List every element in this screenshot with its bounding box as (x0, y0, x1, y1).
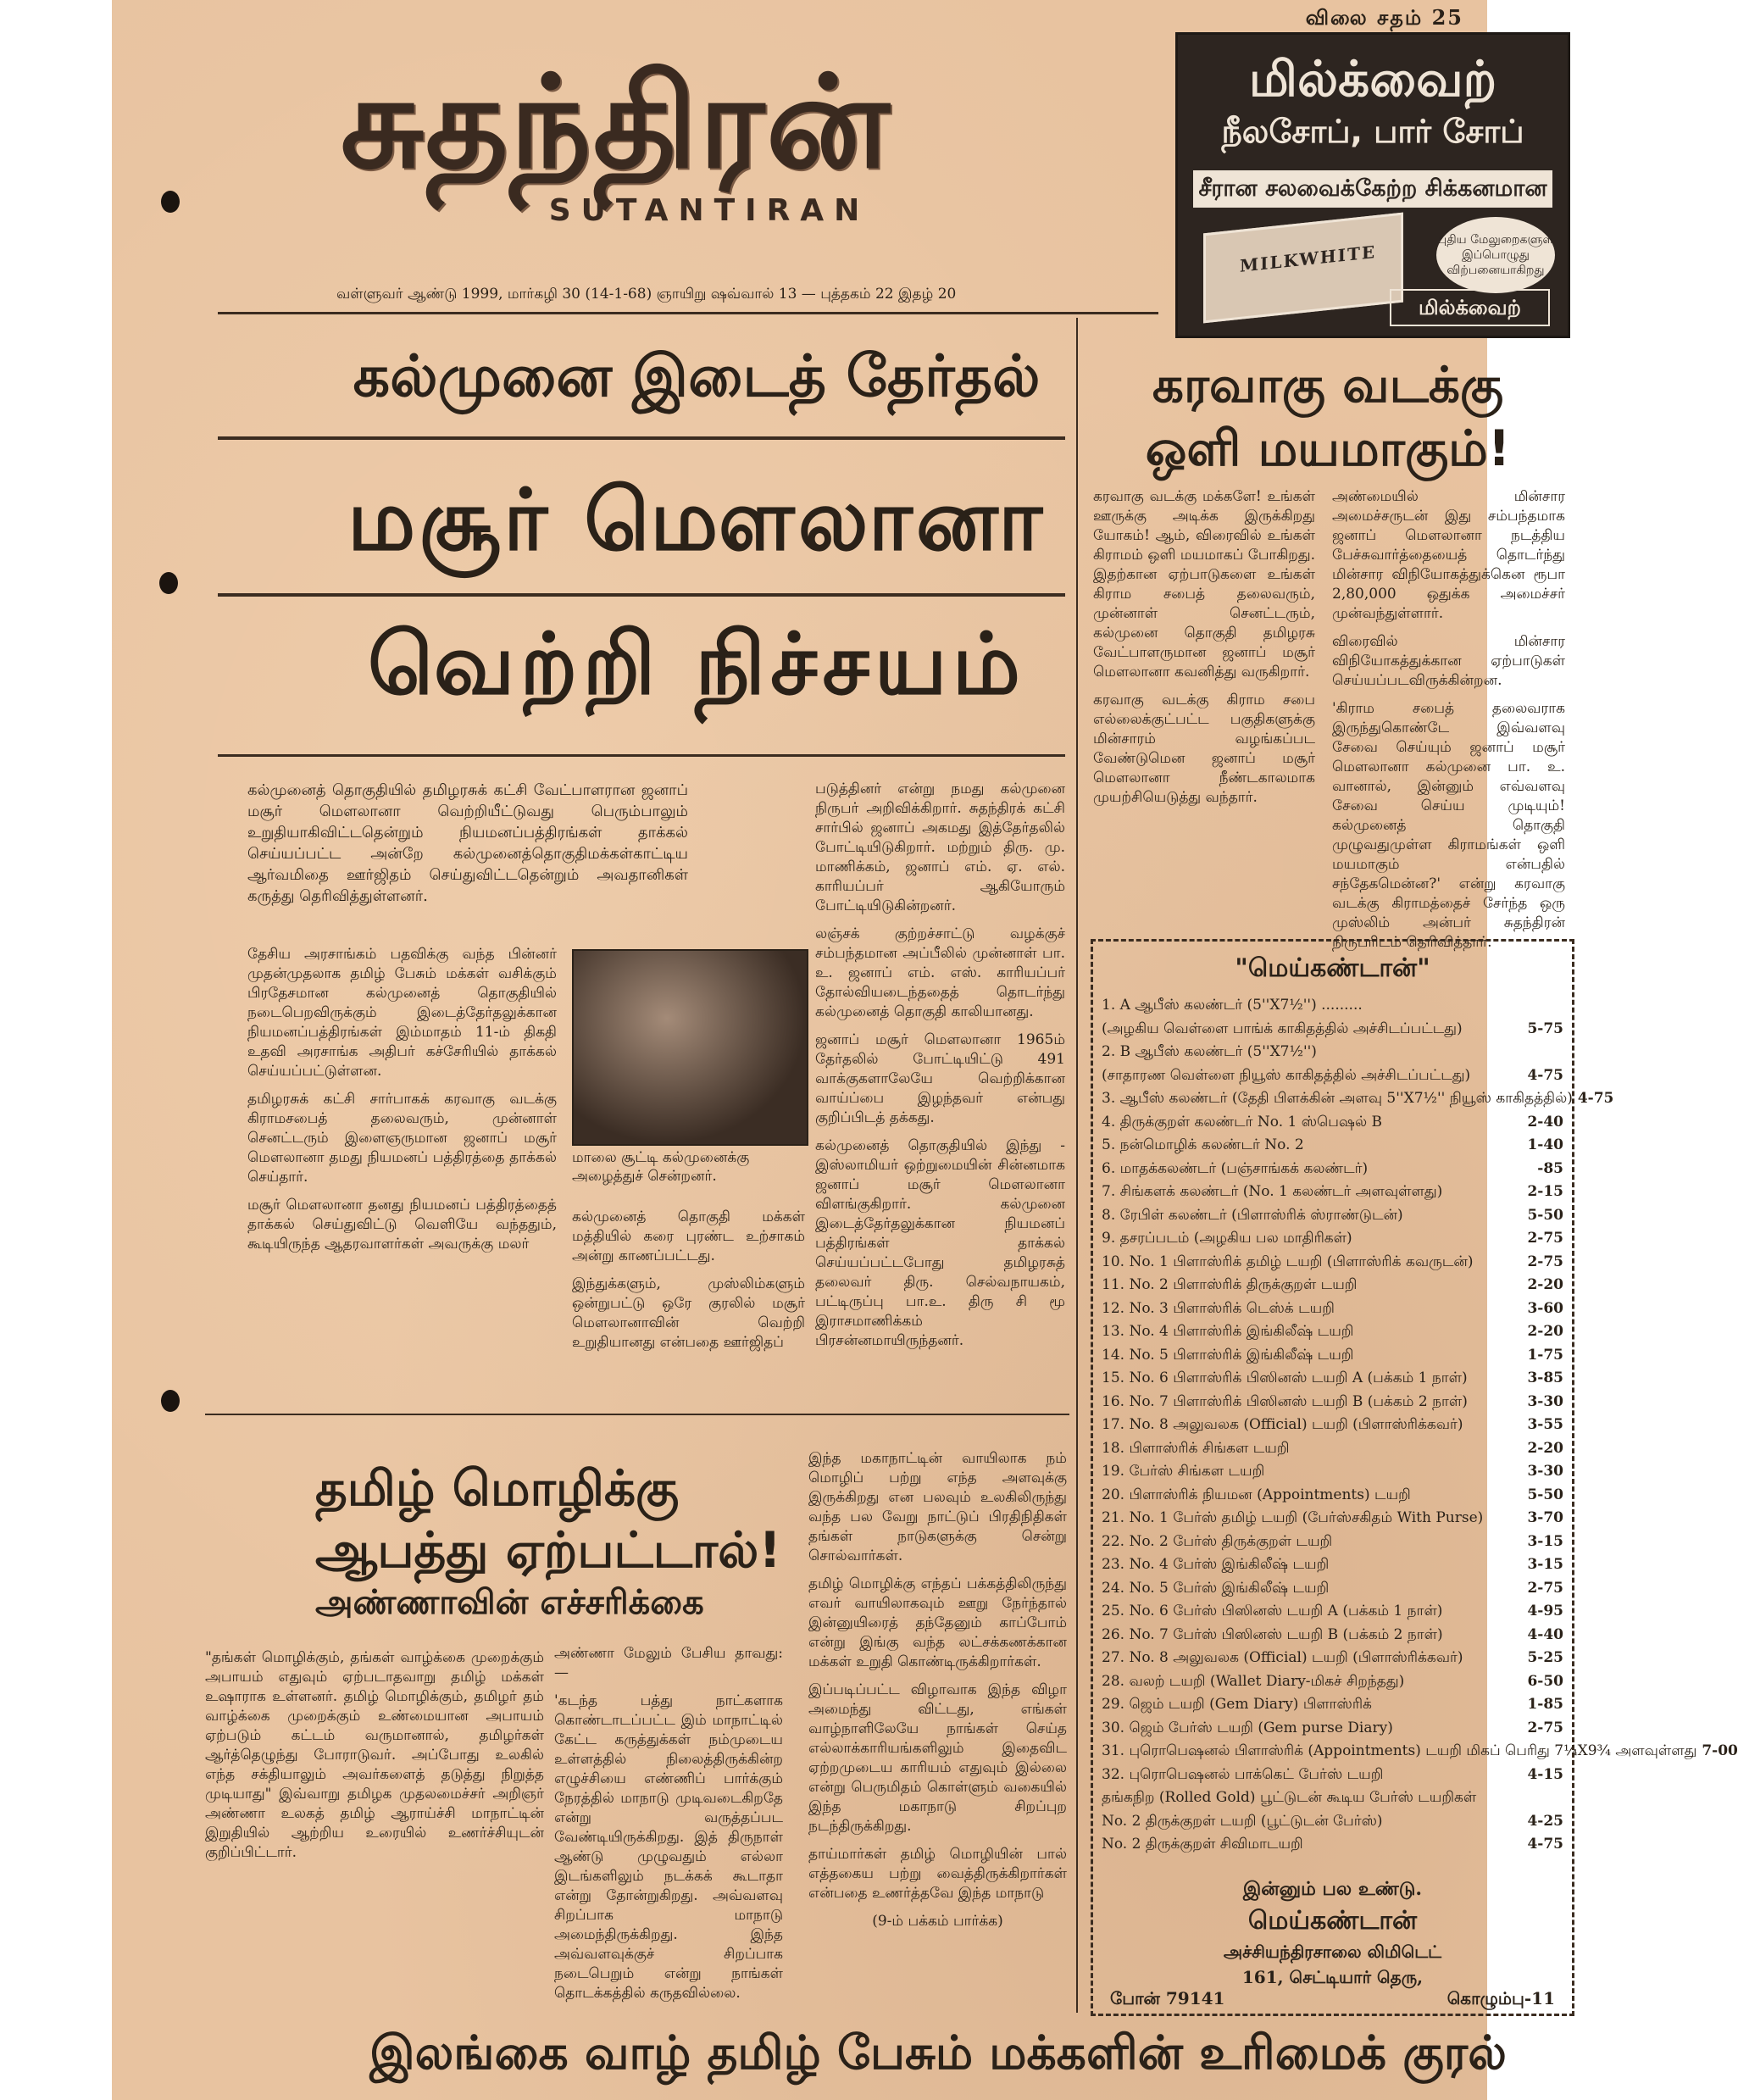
price-list-item (1102, 1018, 1563, 1042)
item-price: 3-30 (1527, 1463, 1563, 1480)
item-name: 3. ஆபீஸ் கலண்டர் (தேதி பிளக்கின் அளவு 5''X7½'' நியூஸ் காகிதத்தில்) (1102, 1090, 1573, 1107)
listing-city: கொழும்பு-11 (1446, 1988, 1555, 2008)
advert-brand: மில்க்வைற் (1390, 289, 1550, 326)
issue-price: விலை சதம் 25 (1305, 5, 1463, 30)
listing-company: அச்சியந்திரசாலை லிமிடெட் (1223, 1942, 1442, 1962)
paragraph: கல்முனைத் தொகுதி மக்கள் மத்தியில் கரை புரண்ட உற்சாகம் அன்று காணப்பட்டது. (572, 1208, 805, 1264)
price-list-item (1102, 1670, 1563, 1694)
item-price: 2-75 (1527, 1579, 1563, 1597)
price-list-item (1102, 1111, 1563, 1135)
item-price: 3-15 (1527, 1556, 1563, 1573)
right-story-col-1 (1093, 487, 1315, 816)
punch-hole (161, 1390, 180, 1412)
lead-intro (247, 780, 688, 915)
paragraph: கரவாகு வடக்கு மக்களே! உங்கள் ஊருக்கு அடிக்க இருக்கிறது யோகம்! ஆம், விரைவில் உங்கள் கிராமம் ஒளி மயமாகப் போகிறது. இதற்கான ஏற்பாடுகளை உங்கள் கிராம சபைத் தலைவரும், முன்னாள் செனட்டரும், கல்முனை தொகுதி தமிழரசு வேட்பாளருமான ஜனாப் மசூர் மௌலானா கவனித்து வருகிறார். (1093, 488, 1315, 681)
divider (218, 754, 1065, 757)
price-list-item (1102, 1064, 1563, 1088)
item-price: 4-25 (1527, 1812, 1563, 1830)
price-list-item (1102, 1693, 1563, 1717)
item-price: 4-75 (1527, 1066, 1563, 1084)
punch-hole (161, 191, 180, 213)
item-price: 4-15 (1527, 1765, 1563, 1783)
item-name: 21. No. 1 பேர்ஸ் தமிழ் டயறி (பேர்ஸ்சகிதம் With Purse) (1102, 1509, 1484, 1526)
item-price: 5-75 (1527, 1019, 1563, 1037)
price-list-item (1102, 1227, 1563, 1251)
price-list-item (1102, 1344, 1563, 1368)
column-rule (1076, 318, 1078, 2013)
paragraph: விரைவில் மின்சார விநியோகத்துக்கான ஏற்பாடுகள் செய்யப்படவிருக்கின்றன. (1332, 633, 1565, 689)
paragraph: தேசிய அரசாங்கம் பதவிக்கு வந்த பின்னர் முதன்முதலாக தமிழ் பேசும் மக்கள் வசிக்கும் பிரதேசமான கல்முனைத் தொகுதியில் நடைபெறவிருக்கும் இடைத்தேர்தலுக்கான நியமனப்பத்திரங்கள் இம்மாதம் 11-ம் திகதி உதவி அரசாங்க அதிபர் கச்சேரியில் தாக்கல் செய்யப்பட்டுள்ளன. (247, 946, 557, 1080)
divider (218, 593, 1065, 597)
paragraph: இந்துக்களும், முஸ்லிம்களும் ஒன்றுபட்டு ஒரே குரலில் மசூர் மௌலானாவின் வெற்றி உறுதியானது என்பதை ஊர்ஜிதப் (572, 1275, 805, 1351)
price-list-item (1102, 1553, 1563, 1577)
price-list-item (1102, 1414, 1563, 1437)
price-list-item (1102, 1251, 1563, 1275)
paragraph: இந்த மகாநாட்டின் வாயிலாக நம் மொழிப் பற்று எந்த அளவுக்கு இருக்கிறது என பலவும் உலகிலிருந்து வந்த பல வேறு நாட்டுப் பிரதிநிதிகள் தங்கள் நாடுகளுக்கு சென்று சொல்வார்கள். (808, 1450, 1067, 1564)
listing-address: 161, செட்டியார் தெரு, (1241, 1967, 1424, 1987)
second-headline-3: அண்ணாவின் எச்சரிக்கை (315, 1583, 704, 1622)
item-name: 8. ரேபிள் கலண்டர் (பிளாஸ்ரிக் ஸ்ராண்டுடன்) (1102, 1206, 1403, 1224)
lead-story-col-3 (815, 780, 1065, 1359)
item-price: 3-15 (1527, 1532, 1563, 1550)
paragraph: இப்படிப்பட்ட விழாவாக இந்த விழா அமைந்து விட்டது, எங்கள் வாழ்நாளிலேயே நாங்கள் செய்த எல்லாக்காரியங்களிலும் இதைவிட ஏற்றமுடைய காரியம் எதுவும் இல்லை என்று பெருமிதம் கொள்ளும் வகையில் இந்த மகாநாடு சிறப்புற நடந்திருக்கிறது. (808, 1681, 1067, 1835)
price-list-item (1102, 1367, 1563, 1391)
item-name: 30. ஜெம் பேர்ஸ் டயறி (Gem purse Diary) (1102, 1719, 1393, 1736)
item-name: 14. No. 5 பிளாஸ்ரிக் இங்கிலீஷ் டயறி (1102, 1346, 1354, 1364)
continued-note: (9-ம் பக்கம் பார்க்க) (872, 1913, 1003, 1930)
item-name: 17. No. 8 அலுவலக (Official) டயறி (பிளாஸ்ரிக்கவர்) (1102, 1416, 1463, 1433)
masthead-title: சுதந்திரன் (341, 49, 891, 197)
price-list-item (1102, 1740, 1738, 1764)
lead-headline-2: வெற்றி நிச்சயம் (367, 614, 1026, 714)
candidate-photo (572, 949, 808, 1146)
listing-contact (1110, 1988, 1555, 2011)
item-name: 4. திருக்குறள் கலண்டர் No. 1 ஸ்பெஷல் B (1102, 1113, 1382, 1131)
soap-box-image (1203, 213, 1403, 324)
second-story-col-3 (808, 1449, 1067, 1940)
item-price: 2-20 (1527, 1276, 1563, 1293)
item-name: 16. No. 7 பிளாஸ்ரிக் பிஸினஸ் டயறி B (பக்கம் 2 நாள்) (1102, 1392, 1468, 1410)
item-price: 4-75 (1527, 1836, 1563, 1853)
listing-phone: போன் 79141 (1110, 1988, 1225, 2008)
item-price: 3-70 (1527, 1509, 1563, 1526)
item-name: 29. ஜெம் டயறி (Gem Diary) பிளாஸ்ரிக் (1102, 1696, 1372, 1713)
price-list-item (1102, 1647, 1563, 1670)
price-list-item (1102, 1717, 1563, 1741)
paragraph: கரவாகு வடக்கு கிராம சபை எல்லைக்குட்பட்ட பகுதிகளுக்கு மின்சாரம் வழங்கப்பட வேண்டுமென ஜனாப் மசூர் மௌலானா நீண்டகாலமாக முயற்சியெடுத்து வந்தார். (1093, 692, 1315, 806)
divider (205, 1414, 1069, 1415)
price-list-item (1102, 1531, 1563, 1554)
item-name: 19. பேர்ஸ் சிங்கள டயறி (1102, 1463, 1265, 1480)
paragraph: 'கிராம சபைத் தலைவராக இருந்துகொண்டே இவ்வளவு சேவை செய்யும் ஜனாப் மசூர் மௌலானா கல்முனை பா. உ. வானால், இன்னும் எவ்வளவு சேவை செய்ய முடியும்! கல்முனைத் தொகுதி முழுவதுமுள்ள கிராமங்கள் ஒளி மயமாகும் என்பதில் சந்தேகமென்ன?' என்று கரவாகு வடக்கு கிராமத்தைச் சேர்ந்த ஒரு முஸ்லிம் அன்பர் சுதந்திரன் நிருபரிடம் தெரிவித்தார். (1332, 700, 1565, 951)
price-list (1102, 994, 1738, 1857)
item-name: 15. No. 6 பிளாஸ்ரிக் பிஸினஸ் டயறி A (பக்கம் 1 நாள்) (1102, 1369, 1468, 1386)
item-price: -85 (1537, 1159, 1563, 1177)
price-list-item (1102, 1484, 1563, 1508)
price-list-item (1102, 1391, 1563, 1414)
item-name: 1. A ஆபீஸ் கலண்டர் (5''X7½'') ......... (1102, 997, 1363, 1014)
item-price: 5-25 (1527, 1649, 1563, 1666)
item-price: 6-50 (1527, 1672, 1563, 1690)
item-price: 2-75 (1527, 1719, 1563, 1736)
listing-more: இன்னும் பல உண்டு. (1242, 1878, 1423, 1900)
milkwhite-advert (1175, 32, 1570, 338)
item-price: 2-75 (1527, 1253, 1563, 1270)
second-story-col-1 (205, 1648, 544, 1871)
price-list-item (1102, 1786, 1563, 1810)
lead-story-col-2 (572, 1208, 805, 1361)
item-name: 12. No. 3 பிளாஸ்ரிக் டெஸ்க் டயறி (1102, 1299, 1335, 1317)
item-name: 18. பிளாஸ்ரிக் சிங்கள டயறி (1102, 1439, 1290, 1457)
item-price: 1-75 (1527, 1346, 1563, 1364)
second-headline-1: தமிழ் மொழிக்கு (315, 1459, 680, 1517)
item-name: 28. வலற் டயறி (Wallet Diary-மிகச் சிறந்தது) (1102, 1672, 1405, 1690)
lead-kicker: கல்முனை இடைத் தேர்தல் (353, 343, 1041, 410)
price-list-item (1102, 1087, 1614, 1111)
price-list-item (1102, 1507, 1563, 1531)
footer-slogan: இலங்கை வாழ் தமிழ் பேசும் மக்களின் உரிமைக் குரல் (369, 2025, 1507, 2080)
paragraph: தாய்மார்கள் தமிழ் மொழியின் பால் எத்தகைய பற்று வைத்திருக்கிறார்கள் என்பதை உணர்த்தவே இந்த மாநாடு (808, 1846, 1067, 1902)
second-story-col-2 (554, 1644, 783, 2012)
item-price: 1-85 (1527, 1696, 1563, 1713)
item-name: 31. புரொபெஷனல் பிளாஸ்ரிக் (Appointments) டயறி மிகப் பெரிது 7¼X9¾ அளவுள்ளது (1102, 1742, 1697, 1759)
item-price: 2-75 (1527, 1230, 1563, 1247)
item-name: 32. புரொபெஷனல் பாக்கெட் பேர்ஸ் டயறி (1102, 1765, 1384, 1783)
item-name: (சாதாரண வெள்ளை நியூஸ் காகிதத்தில் அச்சிடப்பட்டது) (1102, 1066, 1471, 1084)
item-name: தங்கநிற (Rolled Gold) பூட்டுடன் கூடிய பேர்ஸ் டயறிகள் (1102, 1789, 1477, 1806)
price-list-item (1102, 1320, 1563, 1344)
divider (218, 312, 1158, 314)
item-price: 4-40 (1527, 1625, 1563, 1643)
item-name: 22. No. 2 பேர்ஸ் திருக்குறள் டயறி (1102, 1532, 1333, 1550)
price-list-item (1102, 1577, 1563, 1601)
dateline: வள்ளுவர் ஆண்டு 1999, மார்கழி 30 (14-1-68) ஞாயிறு ஷவ்வால் 13 — புத்தகம் 22 இதழ் 20 (336, 286, 957, 303)
photo-caption: மாலை சூட்டி கல்முனைக்கு அழைத்துச் சென்றனர். (572, 1149, 750, 1185)
item-price: 2-15 (1527, 1183, 1563, 1200)
meykandan-advert (1091, 939, 1738, 2016)
item-price: 3-85 (1527, 1369, 1563, 1386)
item-price: 5-50 (1527, 1486, 1563, 1503)
item-price: 3-55 (1527, 1416, 1563, 1433)
price-list-item (1102, 1134, 1563, 1158)
item-name: 23. No. 4 பேர்ஸ் இங்கிலீஷ் டயறி (1102, 1556, 1330, 1573)
paragraph: கல்முனைத் தொகுதியில் இந்து - இஸ்லாமியர் ஒற்றுமையின் சின்னமாக ஜனாப் மசூர் மௌலானா விளங்குகிறார். கல்முனை இடைத்தேர்தலுக்கான நியமனப் பத்திரங்கள் தாக்கல் செய்யப்பட்டபோது தமிழரசுத் தலைவர் திரு. செல்வநாயகம், பட்டிருப்பு பா.உ. திரு சி மூ இராசமாணிக்கம் பிரசன்னமாயிருந்தனர். (815, 1137, 1065, 1349)
paragraph: படுத்தினர் என்று நமது கல்முனை நிருபர் அறிவிக்கிறார். சுதந்திரக் கட்சி சார்பில் ஜனாப் அகமது இத்தேர்தலில் போட்டியிடுகிறார். மற்றும் திரு. மு. மாணிக்கம், ஜனாப் எம். ஏ. எல். காரியப்பர் ஆகியோரும் போட்டியிடுகின்றனர். (815, 781, 1065, 914)
paragraph: 'கடந்த பத்து நாட்களாக கொண்டாடப்பட்ட இம் மாநாட்டில் கேட்ட கருத்துக்கள் நம்முடைய உள்ளத்தில் நிலைத்திருக்கின்ற எழுச்சியை எண்ணிப் பார்க்கும் நேரத்தில் மாநாடு முடிவடைகிறதே என்று வருத்தப்பட வேண்டியிருக்கிறது. இத் திருநாள் ஆண்டு முழுவதும் எல்லா இடங்களிலும் நடக்கக் கூடாதா என்று தோன்றுகிறது. அவ்வளவு சிறப்பாக மாநாடு அமைந்திருக்கிறது. இந்த அவ்வளவுக்குச் சிறப்பாக நடைபெறும் என்று நாங்கள் தொடக்கத்தில் கருதவில்லை. (554, 1692, 783, 2002)
paragraph: ஜனாப் மசூர் மௌலானா 1965ம் தேர்தலில் போட்டியிட்டு 491 வாக்குகளாலேயே வெற்றிக்கான வாய்ப்பை இழந்தவர் என்பது குறிப்பிடத் தக்கது. (815, 1031, 1065, 1126)
price-list-item (1102, 1764, 1563, 1787)
paragraph: "தங்கள் மொழிக்கும், தங்கள் வாழ்க்கை முறைக்கும் அபாயம் எதுவும் ஏற்படாதவாறு தமிழ் மக்கள் உஷாராக உள்ளனர். தமிழ் மொழிக்கும், தமிழர் தம் வாழ்க்கை முறைக்கும் உண்மையான அபாயம் ஏற்படும் கட்டம் வருமானால், தமிழர்கள் ஆர்த்தெழுந்து போராடுவர். அப்போது உலகில் எந்த சக்தியாலும் அவர்களைத் தடுத்து நிறுத்த முடியாது" இவ்வாறு தமிழக முதலமைச்சர் அறிஞர் அண்ணா உலகத் தமிழ் ஆராய்ச்சி மாநாட்டின் இறுதியில் ஆற்றிய உரையில் உணர்ச்சியுடன் குறிப்பிட்டார். (205, 1649, 544, 1861)
price-list-item (1102, 1437, 1563, 1461)
second-headline-2: ஆபத்து ஏற்பட்டால்! (315, 1521, 781, 1579)
item-name: 5. நன்மொழிக் கலண்டர் No. 2 (1102, 1136, 1304, 1153)
item-price: 4-75 (1577, 1090, 1614, 1107)
paragraph: தமிழரசுக் கட்சி சார்பாகக் கரவாகு வடக்கு கிராமசபைத் தலைவரும், முன்னாள் செனட்டரும் இளைஞருமான ஜனாப் மசூர் மௌலானா தமது நியமனப் பத்திரத்தை தாக்கல் செய்தார். (247, 1091, 557, 1186)
advert-title: மில்க்வைற் (1248, 50, 1497, 108)
paragraph: மசூர் மௌலானா தனது நியமனப் பத்திரத்தைத் தாக்கல் செய்துவிட்டு வெளியே வந்ததும், கூடியிருந்த ஆதரவாளர்கள் அவருக்கு மலர் (247, 1197, 557, 1253)
item-price: 2-40 (1527, 1113, 1563, 1131)
item-price: 4-95 (1527, 1603, 1563, 1619)
item-price: 2-20 (1527, 1439, 1563, 1457)
price-list-item (1102, 1600, 1563, 1624)
advert-strapline: சீரான சலவைக்கேற்ற சிக்கனமான (1193, 170, 1552, 208)
price-list-item (1102, 1181, 1563, 1204)
paragraph: அண்மையில் மின்சார அமைச்சருடன் இது சம்பந்தமாக ஜனாப் மௌலானா நடத்திய பேச்சுவார்த்தையைத் தொடர்ந்து மின்சார விநியோகத்துக்கென ரூபா 2,80,000 ஒதுக்க அமைச்சர் முன்வந்துள்ளார். (1332, 488, 1565, 622)
item-name: 10. No. 1 பிளாஸ்ரிக் தமிழ் டயறி (பிளாஸ்ரிக் கவருடன்) (1102, 1253, 1474, 1270)
price-list-item (1102, 1810, 1563, 1834)
advert-badge: புதிய மேலுறைகளுள் இப்பொழுது விற்பனையாகிறது (1436, 217, 1555, 293)
newspaper-page (112, 0, 1738, 2100)
item-price: 1-40 (1527, 1136, 1563, 1153)
item-name: 2. B ஆபீஸ் கலண்டர் (5''X7½'') (1102, 1043, 1317, 1060)
item-price: 5-50 (1527, 1206, 1563, 1224)
item-name: 13. No. 4 பிளாஸ்ரிக் இங்கிலீஷ் டயறி (1102, 1323, 1354, 1340)
item-price: 2-20 (1527, 1323, 1563, 1340)
item-name: 24. No. 5 பேர்ஸ் இங்கிலீஷ் டயறி (1102, 1579, 1330, 1597)
item-name: 7. சிங்களக் கலண்டர் (No. 1 கலண்டர் அளவுள்ளது) (1102, 1183, 1443, 1200)
right-headline-2: ஒளி மயமாகும்! (1145, 419, 1511, 477)
item-name: 6. மாதக்கலண்டர் (பஞ்சாங்கக் கலண்டர்) (1102, 1159, 1369, 1177)
item-price: 7-00 (1702, 1742, 1738, 1759)
listing-title: "மெய்கண்டான்" (1235, 953, 1430, 983)
price-list-item (1102, 1274, 1563, 1297)
item-name: 11. No. 2 பிளாஸ்ரிக் திருக்குறள் டயறி (1102, 1276, 1358, 1293)
item-name: (அழகிய வெள்ளை பாங்க் காகிதத்தில் அச்சிடப்பட்டது) (1102, 1019, 1463, 1037)
price-list-item (1102, 1297, 1563, 1321)
paragraph: தமிழ் மொழிக்கு எந்தப் பக்கத்திலிருந்து எவர் வாயிலாகவும் ஊறு நேர்ந்தால் இன்னுயிரைத் தந்தேனும் காப்போம் என்று இங்கு வந்த லட்சக்கணக்கான மக்கள் உறுதி கொண்டிருக்கிறார்கள். (808, 1575, 1067, 1670)
paragraph: லஞ்சக் குற்றச்சாட்டு வழக்குச் சம்பந்தமான அப்பீலில் முன்னாள் பா. உ. ஜனாப் எம். எஸ். காரியப்பர் தோல்வியடைந்ததைத் தொடர்ந்து கல்முனைத் தொகுதி காலியானது. (815, 925, 1065, 1020)
punch-hole (159, 572, 178, 594)
price-list-item (1102, 1158, 1563, 1181)
divider (218, 436, 1065, 440)
price-list-item (1102, 1041, 1563, 1064)
item-name: 27. No. 8 அலுவலக (Official) டயறி (பிளாஸ்ரிக்கவர்) (1102, 1649, 1463, 1666)
item-name: 25. No. 6 பேர்ஸ் பிஸினஸ் டயறி A (பக்கம் 1 நாள்) (1102, 1603, 1443, 1619)
paragraph: அண்ணா மேலும் பேசிய தாவது:— (554, 1645, 783, 1681)
right-headline-1: கரவாகு வடக்கு (1152, 356, 1504, 414)
price-list-item (1102, 1624, 1563, 1647)
price-list-item (1102, 1204, 1563, 1228)
item-price: 3-60 (1527, 1299, 1563, 1317)
item-name: 26. No. 7 பேர்ஸ் பிஸினஸ் டயறி B (பக்கம் 2 நாள்) (1102, 1625, 1443, 1643)
soap-box-label: MILKWHITE (1240, 241, 1377, 276)
price-list-item (1102, 994, 1563, 1018)
lead-story-col-1 (247, 945, 557, 1263)
advert-subtitle: நீலசோப், பார் சோப் (1221, 113, 1524, 150)
item-name: 20. பிளாஸ்ரிக் நியமன (Appointments) டயறி (1102, 1486, 1411, 1503)
price-list-item (1102, 1460, 1563, 1484)
item-name: No. 2 திருக்குறள் சிவிமாடயறி (1102, 1836, 1303, 1853)
item-name: 9. தசரப்படம் (அழகிய பல மாதிரிகள்) (1102, 1230, 1352, 1247)
right-story-col-2 (1332, 487, 1565, 961)
item-price: 3-30 (1527, 1392, 1563, 1410)
lead-headline-1: மசூர் மௌலானா (347, 470, 1047, 569)
price-list-item (1102, 1833, 1563, 1857)
masthead-roman: SUTANTIRAN (548, 193, 870, 228)
paragraph: கல்முனைத் தொகுதியில் தமிழரசுக் கட்சி வேட்பாளரான ஜனாப் மசூர் மௌலானா வெற்றியீட்டுவது பெரும்பாலும் உறுதியாகிவிட்டதென்றும் நியமனப்பத்திரங்கள் தாக்கல் செய்யப்பட்ட அன்றே கல்முனைத்தொகுதிமக்கள்காட்டிய ஆர்வமிதை ஊர்ஜிதம் செய்துவிட்டதென்றும் அவதானிகள் கருத்து தெரிவித்துள்ளனர். (247, 781, 688, 905)
listing-brand: மெய்கண்டான் (1247, 1906, 1418, 1936)
item-name: No. 2 திருக்குறள் டயறி (பூட்டுடன் பேர்ஸ்) (1102, 1812, 1383, 1830)
